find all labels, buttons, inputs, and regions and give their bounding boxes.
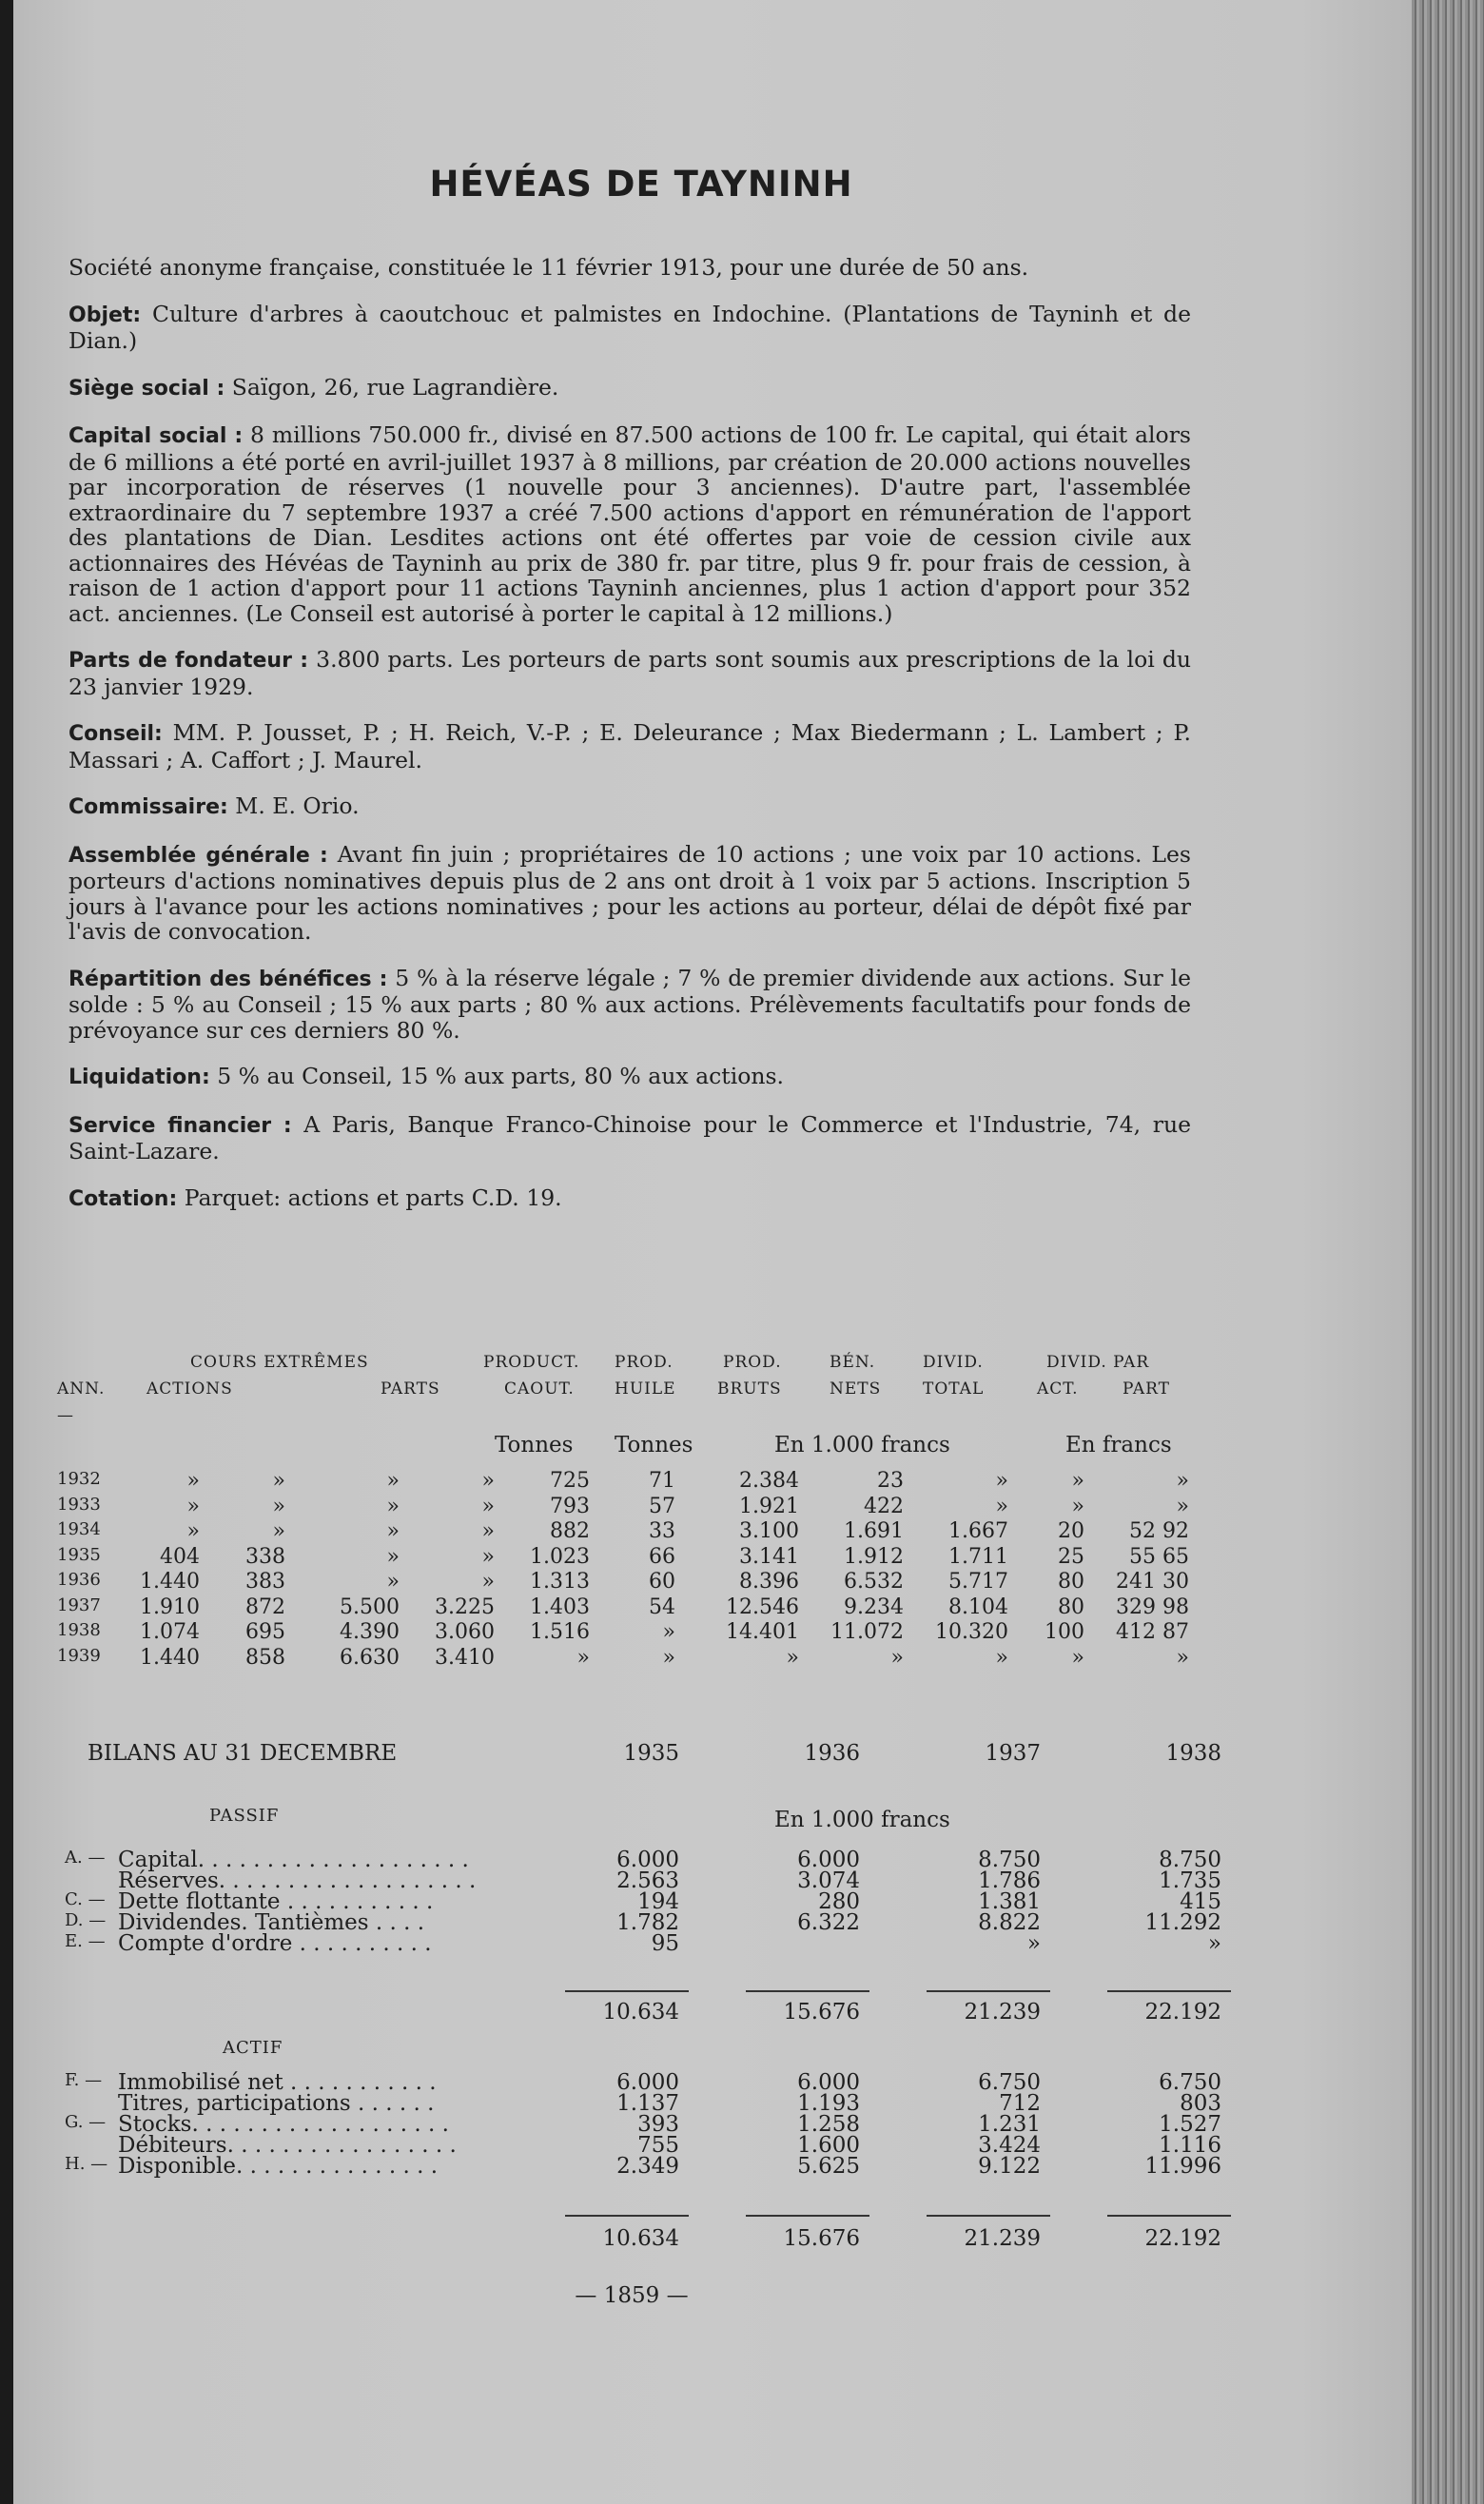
balance-label: Dividendes. Tantièmes . . . . [118,1910,425,1935]
balance-year: 1938 [1165,1741,1221,1766]
paragraph [68,422,1191,626]
paragraph-text: Culture d'arbres à caoutchouc et palmistes en Indochine. (Plantations de Tayninh et de Dian.) [68,300,1191,354]
balance-value: 8.822 [978,1910,1041,1935]
balance-value: 8.750 [978,1848,1041,1872]
stats-cell-huile: 66 [649,1544,675,1569]
balance-value: 755 [637,2133,679,2158]
header-huile: HUILE [615,1379,676,1399]
stats-cell-p2: 3.060 [435,1620,495,1644]
stats-cell-nets: 1.912 [844,1544,904,1569]
paragraph-text: 5 % à la réserve légale ; 7 % de premier dividende aux actions. Sur le solde : 5 % au Conseil ; 15 % aux parts ; 80 % aux actions. Prélèvements facultatifs pour fonds de prévoyance sur ces derniers 80 %. [68,964,1191,1044]
stats-cell-a1: 1.440 [140,1645,200,1670]
stats-cell-nets: 11.072 [830,1620,904,1644]
paragraph-label: Cotation: [68,1186,178,1211]
balance-row [65,1848,1221,1872]
total-rule [927,1990,1050,1992]
balance-value: 95 [651,1931,679,1956]
balance-value: 194 [637,1889,679,1914]
stats-cell-huile: 60 [649,1570,675,1594]
stats-cell-a2: » [272,1469,285,1493]
balance-label: Immobilisé net . . . . . . . . . . . [118,2070,437,2095]
stats-cell-huile: 33 [649,1519,675,1543]
balance-total: 15.676 [783,2226,860,2251]
stats-cell-p2: 3.410 [435,1645,495,1670]
balance-total: 21.239 [964,2226,1041,2251]
stats-cell-act: » [1071,1494,1084,1518]
balance-value: 803 [1180,2091,1221,2116]
balance-label: Titres, participations . . . . . . [118,2091,435,2116]
balance-value: 3.074 [797,1868,860,1893]
paragraph [68,302,1191,354]
header-caout: CAOUT. [504,1379,575,1399]
balance-letter: H. — [65,2154,108,2174]
stats-row [57,1620,1208,1645]
stats-cell-year: 1937 [57,1594,101,1615]
stats-cell-a2: » [272,1494,285,1518]
stats-cell-a2: 338 [245,1544,285,1569]
total-rule [746,1990,869,1992]
total-rule [927,2215,1050,2217]
balance-row [70,2091,1221,2116]
balance-value: 6.750 [1159,2070,1221,2095]
balance-label: Débiteurs. . . . . . . . . . . . . . . . . [118,2133,457,2158]
paragraph-label: Service financier : [68,1113,292,1138]
stats-cell-year: 1935 [57,1544,101,1565]
stats-cell-part: 241 30 [1116,1570,1189,1594]
page-edge [1412,0,1484,2504]
balance-row [65,1889,1221,1914]
paragraph [68,255,1191,281]
stats-cell-total: 5.717 [948,1570,1008,1594]
paragraph-text: Avant fin juin ; propriétaires de 10 actions ; une voix par 10 actions. Les porteurs d'actions nominatives depuis plus de 2 ans ont droit à 1 voix par 5 actions. Inscription 5 jours à l'avance pour les actions nominatives ; pour les actions au porteur, délai de dépôt fixé par l'avis de convocation. [68,840,1191,945]
balance-row [65,1931,1221,1956]
paragraph-text: Société anonyme française, constituée le 11 février 1913, pour une durée de 50 ans. [68,254,1029,281]
paragraph-text: M. E. Orio. [235,792,360,819]
unit-tonnes-huile: Tonnes [615,1433,693,1457]
balance-row [70,2133,1221,2158]
stats-row [57,1595,1208,1620]
balance-label: Réserves. . . . . . . . . . . . . . . . . . . [118,1868,477,1893]
balance-value: 415 [1180,1889,1221,1914]
balance-value: 9.122 [978,2154,1041,2179]
balance-value: 1.735 [1159,1868,1221,1893]
stats-cell-caout: » [576,1645,590,1670]
paragraph-text: 5 % au Conseil, 15 % aux parts, 80 % aux actions. [217,1063,785,1089]
total-rule [746,2215,869,2217]
stats-cell-bruts: 3.141 [739,1544,799,1569]
balance-row [65,2112,1221,2137]
paragraph-label: Conseil: [68,722,163,746]
paragraph-label: Capital social : [68,424,244,448]
stats-cell-huile: 71 [649,1469,675,1493]
balance-value: 1.381 [978,1889,1041,1914]
stats-cell-act: » [1071,1469,1084,1493]
balance-year: 1935 [623,1741,679,1766]
stats-cell-part: » [1176,1494,1189,1518]
paragraph-label: Assemblée générale : [68,843,328,868]
balance-value: 6.322 [797,1910,860,1935]
balance-value: 11.292 [1144,1910,1221,1935]
balance-row [65,1910,1221,1935]
paragraph-text: 3.800 parts. Les porteurs de parts sont soumis aux prescriptions de la loi du 23 janvier 1929. [68,646,1191,700]
actif-heading: ACTIF [223,2038,283,2058]
header-divid-par: DIVID. PAR [1046,1353,1150,1372]
balance-value: 8.750 [1159,1848,1221,1872]
stats-cell-p1: » [386,1519,400,1543]
stats-cell-p1: » [386,1544,400,1569]
page [13,0,1412,2504]
balance-letter: A. — [65,1848,106,1868]
stats-cell-nets: 6.532 [844,1570,904,1594]
header-divid: DIVID. [923,1353,984,1372]
stats-cell-bruts: » [786,1645,799,1670]
paragraph [68,1112,1191,1164]
balance-label: Compte d'ordre . . . . . . . . . . [118,1931,432,1956]
stats-cell-part: 412 87 [1116,1620,1189,1644]
header-act: ACT. [1037,1379,1079,1399]
unit-tonnes-caout: Tonnes [495,1433,574,1457]
header-product: PRODUCT. [483,1353,580,1372]
total-rule [1107,1990,1231,1992]
stats-cell-act: 100 [1045,1620,1084,1644]
paragraph [68,793,1191,821]
balance-value: 11.996 [1144,2154,1221,2179]
stats-cell-year: 1934 [57,1519,101,1539]
header-bruts: BRUTS [717,1379,782,1399]
balance-value: 1.782 [616,1910,679,1935]
balance-value: 1.786 [978,1868,1041,1893]
stats-cell-total: » [995,1469,1008,1493]
paragraph-label: Objet: [68,303,142,327]
stats-cell-p1: » [386,1469,400,1493]
balance-value: 3.424 [978,2133,1041,2158]
balance-label: Dette flottante . . . . . . . . . . . [118,1889,434,1914]
stats-cell-a2: 858 [245,1645,285,1670]
stats-cell-huile: 54 [649,1594,675,1619]
balance-year: 1937 [985,1741,1041,1766]
balance-value: 1.193 [797,2091,860,2116]
total-rule [565,1990,689,1992]
stats-cell-p2: » [481,1570,495,1594]
stats-row [57,1519,1208,1544]
stats-cell-huile: 57 [649,1494,675,1518]
stats-cell-caout: 793 [550,1494,590,1518]
header-prod-huile: PROD. [615,1353,674,1372]
paragraph [68,1064,1191,1091]
stats-cell-nets: 1.691 [844,1519,904,1543]
stats-cell-year: 1939 [57,1645,101,1666]
balance-value: 2.349 [616,2154,679,2179]
balance-value: » [1207,1931,1221,1956]
stats-cell-act: 20 [1058,1519,1084,1543]
total-rule [565,2215,689,2217]
stats-cell-bruts: 8.396 [739,1570,799,1594]
balance-label: Capital. . . . . . . . . . . . . . . . . . . . [118,1848,469,1872]
stats-row [57,1545,1208,1570]
stats-cell-a1: 1.440 [140,1570,200,1594]
balance-unit: En 1.000 francs [774,1808,950,1832]
stats-cell-caout: 1.023 [530,1544,590,1569]
header-nets: NETS [830,1379,882,1399]
paragraph [68,375,1191,402]
balance-value: 1.231 [978,2112,1041,2137]
paragraph-text: 8 millions 750.000 fr., divisé en 87.500 actions de 100 fr. Le capital, qui était alors de 6 millions a été porté en avril-juillet 1937 à 8 millions, par création de 20.000 actions nouvelles par incorporation de réserves (1 nouvelle pour 3 anciennes). D'autre part, l'assemblée extraordinaire du 7 septembre 1937 a créé 7.500 actions d'apport en rémunération de l'apport des plantations de Dian. Lesdites actions ont été offertes par voie de cession civile aux actionnaires des Hévéas de Tayninh au prix de 380 fr. par titre, plus 9 fr. pour frais de cession, à raison de 1 action d'apport pour 11 actions Tayninh anciennes, plus 1 action d'apport pour 352 act. anciennes. (Le Conseil est autorisé à porter le capital à 12 millions.) [68,421,1191,627]
stats-cell-huile: » [662,1620,675,1644]
balance-year: 1936 [804,1741,860,1766]
balance-value: 6.000 [797,2070,860,2095]
stats-cell-a1: » [186,1519,200,1543]
company-description [68,255,1191,1233]
stats-cell-act: » [1071,1645,1084,1670]
balance-row [65,2154,1221,2179]
stats-cell-a1: 1.074 [140,1620,200,1644]
balance-value: 393 [637,2112,679,2137]
balance-title: BILANS AU 31 DECEMBRE [88,1741,398,1766]
stats-cell-a1: » [186,1494,200,1518]
balance-value: 5.625 [797,2154,860,2179]
stats-cell-p1: 6.630 [340,1645,400,1670]
balance-value: » [1026,1931,1041,1956]
total-rule [1107,2215,1231,2217]
balance-value: 1.116 [1159,2133,1221,2158]
stats-cell-a2: 695 [245,1620,285,1644]
stats-row [57,1646,1208,1671]
paragraph-text: Saïgon, 26, rue Lagrandière. [231,373,559,401]
balance-value: 712 [999,2091,1041,2116]
balance-value: 6.000 [797,1848,860,1872]
balance-value: 280 [818,1889,860,1914]
unit-thousand-francs: En 1.000 francs [774,1433,950,1457]
stats-cell-bruts: 3.100 [739,1519,799,1543]
balance-row [70,1868,1221,1893]
passif-heading: PASSIF [209,1806,280,1826]
stats-cell-p2: » [481,1544,495,1569]
stats-cell-p1: » [386,1570,400,1594]
paragraph [68,1185,1191,1213]
stats-cell-a2: 383 [245,1570,285,1594]
stats-cell-year: 1938 [57,1620,101,1640]
stats-cell-nets: » [890,1645,904,1670]
header-prod-bruts: PROD. [723,1353,782,1372]
stats-cell-caout: 1.313 [530,1570,590,1594]
balance-row [65,2070,1221,2095]
stats-cell-total: 10.320 [935,1620,1008,1644]
stats-cell-part: 52 92 [1129,1519,1189,1543]
header-ben: BÉN. [830,1353,876,1372]
balance-letter: C. — [65,1889,106,1909]
page-number: — 1859 — [575,2283,689,2308]
stats-cell-a1: 404 [160,1544,200,1569]
stats-cell-year: 1936 [57,1570,101,1590]
stats-row [57,1469,1208,1494]
stats-cell-year: 1932 [57,1469,101,1489]
balance-value: 1.137 [616,2091,679,2116]
header-actions: ACTIONS [146,1379,233,1399]
header-cours: COURS EXTRÊMES [190,1353,369,1372]
balance-total: 22.192 [1144,2000,1221,2025]
paragraph-label: Répartition des bénéfices : [68,967,388,991]
stats-cell-total: 1.711 [948,1544,1008,1569]
balance-label: Stocks. . . . . . . . . . . . . . . . . . . [118,2112,449,2137]
paragraph-label: Siège social : [68,376,225,401]
stats-cell-a1: » [186,1469,200,1493]
stats-cell-p2: » [481,1469,495,1493]
balance-value: 2.563 [616,1868,679,1893]
stats-cell-act: 25 [1058,1544,1084,1569]
stats-cell-part: 329 98 [1116,1594,1189,1619]
paragraph-label: Commissaire: [68,795,228,819]
balance-label: Disponible. . . . . . . . . . . . . . . [118,2154,439,2179]
balance-letter: D. — [65,1910,107,1930]
balance-value: 6.750 [978,2070,1041,2095]
stats-cell-bruts: 1.921 [739,1494,799,1518]
balance-value: 1.527 [1159,2112,1221,2137]
stats-row [57,1495,1208,1519]
header-parts: PARTS [381,1379,440,1399]
stats-cell-a1: 1.910 [140,1594,200,1619]
balance-letter: G. — [65,2112,107,2132]
stats-cell-bruts: 14.401 [726,1620,799,1644]
stats-cell-part: » [1176,1469,1189,1493]
stats-cell-bruts: 2.384 [739,1469,799,1493]
stats-cell-p1: 4.390 [340,1620,400,1644]
stats-cell-act: 80 [1058,1594,1084,1619]
stats-cell-total: » [995,1494,1008,1518]
balance-total: 10.634 [602,2000,679,2025]
balance-total: 21.239 [964,2000,1041,2025]
stats-cell-nets: 422 [864,1494,904,1518]
paragraph-label: Liquidation: [68,1066,210,1089]
balance-total: 10.634 [602,2226,679,2251]
page-title: HÉVÉAS DE TAYNINH [429,164,853,205]
stats-row [57,1570,1208,1594]
stats-cell-p1: 5.500 [340,1594,400,1619]
balance-letter: E. — [65,1931,106,1951]
paragraph [68,842,1191,945]
balance-letter: F. — [65,2070,103,2090]
balance-total: 22.192 [1144,2226,1221,2251]
stats-cell-p2: 3.225 [435,1594,495,1619]
stats-cell-bruts: 12.546 [726,1594,799,1619]
stats-cell-a2: » [272,1519,285,1543]
stats-cell-year: 1933 [57,1494,101,1515]
balance-value: 6.000 [616,1848,679,1872]
stats-cell-huile: » [662,1645,675,1670]
stats-cell-p2: » [481,1494,495,1518]
balance-total: 15.676 [783,2000,860,2025]
stats-cell-caout: 725 [550,1469,590,1493]
stats-cell-caout: 1.516 [530,1620,590,1644]
header-ann: ANN. [57,1379,106,1399]
stats-cell-nets: 9.234 [844,1594,904,1619]
paragraph [68,720,1191,773]
paragraph [68,966,1191,1044]
header-total: TOTAL [923,1379,985,1399]
paragraph-text: MM. P. Jousset, P. ; H. Reich, V.-P. ; E. Deleurance ; Max Biedermann ; L. Lambert ; P. Massari ; A. Caffort ; J. Maurel. [68,719,1191,773]
header-dash: — [57,1406,74,1425]
paragraph [68,647,1191,699]
stats-cell-nets: 23 [877,1469,904,1493]
stats-cell-caout: 882 [550,1519,590,1543]
paragraph-label: Parts de fondateur : [68,649,309,673]
stats-cell-act: 80 [1058,1570,1084,1594]
header-part: PART [1123,1379,1170,1399]
balance-value: 1.258 [797,2112,860,2137]
stats-cell-part: » [1176,1645,1189,1670]
unit-francs: En francs [1065,1433,1172,1457]
balance-value: 1.600 [797,2133,860,2158]
stats-cell-total: 8.104 [948,1594,1008,1619]
stats-cell-a2: 872 [245,1594,285,1619]
stats-cell-part: 55 65 [1129,1544,1189,1569]
stats-cell-p1: » [386,1494,400,1518]
stats-cell-caout: 1.403 [530,1594,590,1619]
stats-cell-total: » [995,1645,1008,1670]
paragraph-text: Parquet: actions et parts C.D. 19. [184,1184,562,1211]
balance-value: 6.000 [616,2070,679,2095]
stats-cell-total: 1.667 [948,1519,1008,1543]
paragraph-text: A Paris, Banque Franco-Chinoise pour le Commerce et l'Industrie, 74, rue Saint-Lazare. [68,1110,1192,1164]
stats-cell-p2: » [481,1519,495,1543]
